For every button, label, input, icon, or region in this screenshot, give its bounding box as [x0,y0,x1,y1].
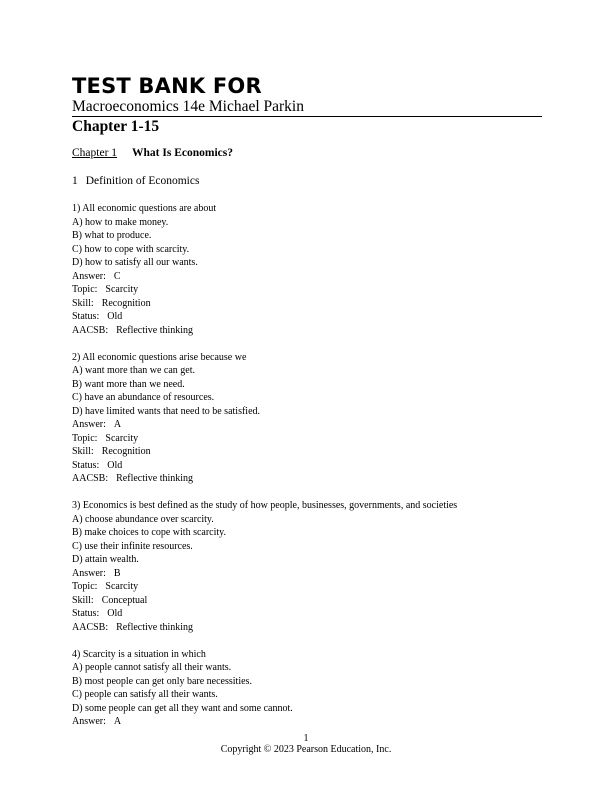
question-list [72,202,552,742]
meta-value: Old [107,608,123,619]
section-heading [72,174,199,188]
status-meta [72,459,552,473]
answer-option: A) choose abundance over scarcity. [72,513,214,525]
answer-option: D) have limited wants that need to be satisfied. [72,405,261,417]
status-meta [72,607,552,621]
meta-value: Old [107,311,123,322]
meta-value: Old [107,459,123,471]
copyright-notice: Copyright © 2023 Pearson Education, Inc. [220,744,392,755]
question-1 [72,202,552,337]
chapters-heading: Chapter 1-15 [72,118,160,135]
answer-option: C) use their infinite resources. [72,540,193,552]
answer-meta [72,418,552,432]
meta-label: Topic: [72,581,98,592]
meta-label: AACSB: [72,621,109,633]
answer-option: D) attain wealth. [72,554,139,565]
meta-value: Scarcity [105,284,139,295]
meta-label: Answer: [72,270,106,282]
meta-label: Skill: [72,297,94,309]
answer-option: C) people can satisfy all their wants. [72,689,218,700]
meta-value: Scarcity [105,581,139,592]
meta-value: Reflective thinking [116,473,194,484]
section-title: Definition of Economics [85,175,200,187]
meta-value: A [113,716,122,727]
page-number: 1 [303,733,309,744]
meta-value: Reflective thinking [116,324,194,336]
skill-meta [72,297,552,311]
question-stem: 1) All economic questions are about [72,203,217,214]
meta-value: Recognition [101,446,151,457]
answer-option: B) make choices to cope with scarcity. [72,527,227,538]
meta-value: A [113,419,122,430]
meta-label: Answer: [72,716,106,727]
meta-label: Answer: [72,419,106,430]
aacsb-meta [72,472,552,486]
chapter-heading [72,146,233,160]
skill-meta [72,594,552,608]
answer-option: B) most people can get only bare necessities. [72,675,252,687]
heading-divider [72,116,542,117]
answer-meta [72,715,552,729]
meta-value: B [113,567,121,579]
meta-value: Conceptual [101,594,148,606]
question-stem: 4) Scarcity is a situation in which [72,648,206,660]
topic-meta [72,432,552,446]
test-bank-heading: TEST BANK FOR [72,74,262,98]
answer-option: A) want more than we can get. [72,365,196,376]
answer-option: C) have an abundance of resources. [72,392,215,403]
answer-option: B) want more than we need. [72,378,185,390]
meta-value: C [113,270,121,282]
section-number: 1 [72,175,78,187]
meta-label: Skill: [72,594,94,606]
meta-label: AACSB: [72,324,109,336]
answer-option: D) some people can get all they want and some cannot. [72,702,293,714]
answer-option: A) how to make money. [72,216,169,228]
chapter-link[interactable]: Chapter 1 [72,147,118,159]
topic-meta [72,580,552,594]
topic-meta [72,283,552,297]
meta-label: Status: [72,311,100,322]
chapter-title: What Is Economics? [132,147,233,159]
answer-option: A) people cannot satisfy all their wants. [72,662,232,673]
aacsb-meta [72,324,552,338]
meta-label: Answer: [72,567,106,579]
question-2 [72,351,552,486]
status-meta [72,310,552,324]
answer-option: C) how to cope with scarcity. [72,243,190,255]
answer-option: D) how to satisfy all our wants. [72,257,198,268]
question-3 [72,499,552,634]
answer-meta [72,567,552,581]
question-4 [72,648,552,729]
question-stem: 2) All economic questions arise because we [72,351,247,363]
meta-label: Topic: [72,432,98,444]
aacsb-meta [72,621,552,635]
meta-label: Status: [72,459,100,471]
answer-meta [72,270,552,284]
question-stem: 3) Economics is best defined as the study of how people, businesses, governments, and societies [72,500,458,511]
meta-value: Scarcity [105,432,139,444]
meta-label: Topic: [72,284,98,295]
meta-label: AACSB: [72,473,109,484]
meta-value: Recognition [101,297,151,309]
book-title: Macroeconomics 14e Michael Parkin [72,98,304,115]
skill-meta [72,445,552,459]
meta-label: Status: [72,608,100,619]
answer-option: B) what to produce. [72,230,152,241]
meta-value: Reflective thinking [116,621,194,633]
meta-label: Skill: [72,446,94,457]
